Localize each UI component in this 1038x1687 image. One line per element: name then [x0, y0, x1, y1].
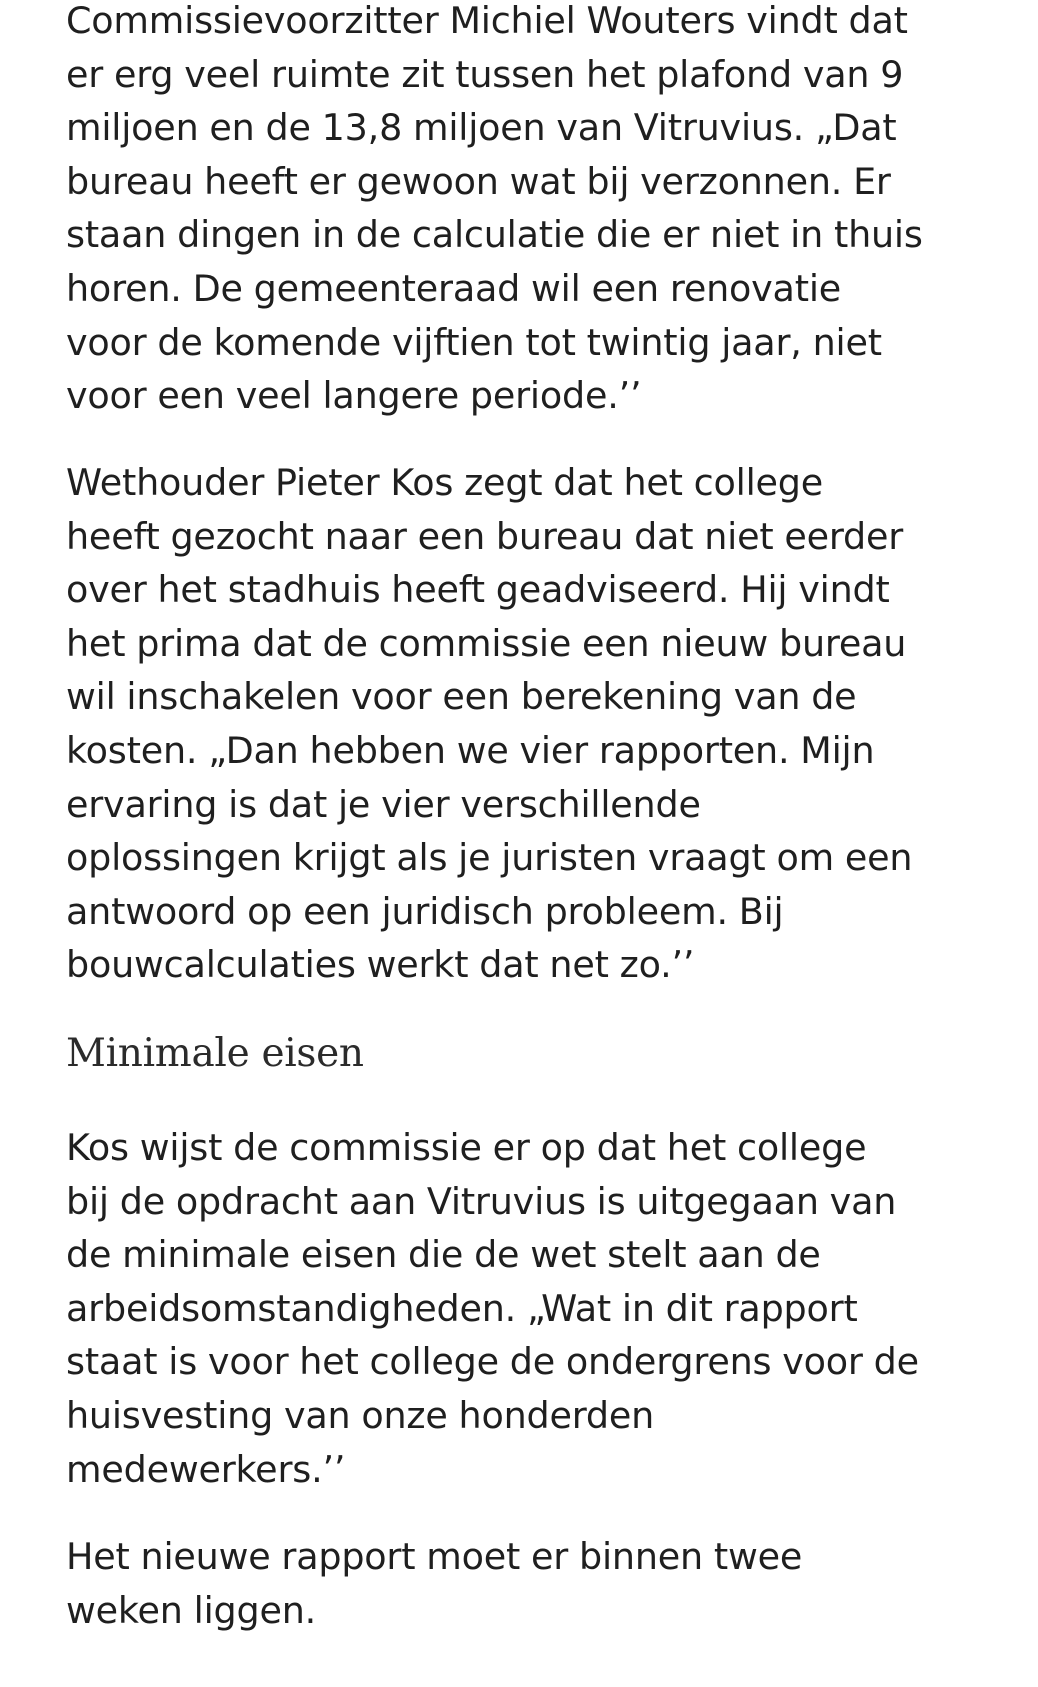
text-line: voor de komende vijftien tot twintig jaar, niet	[66, 320, 882, 364]
text-line: staan dingen in de calculatie die er niet in thuis	[66, 213, 923, 257]
text-line: Commissievoorzitter Michiel Wouters vindt dat	[66, 0, 908, 42]
text-line: de minimale eisen die de wet stelt aan de	[66, 1233, 821, 1277]
text-line: Wethouder Pieter Kos zegt dat het college	[66, 461, 824, 504]
paragraph-wouters-quote	[66, 0, 986, 423]
text-line: wil inschakelen voor een berekening van de	[66, 675, 857, 719]
text-line: antwoord op een juridisch probleem. Bij	[66, 889, 784, 933]
text-line: heeft gezocht naar een bureau dat niet eerder	[66, 514, 904, 558]
text-line: ervaring is dat je vier verschillende	[66, 782, 701, 826]
text-line: kosten. „Dan hebben we vier rapporten. Mijn	[66, 728, 875, 772]
text-line: staat is voor het college de ondergrens voor de	[66, 1340, 919, 1384]
text-line: Het nieuwe rapport moet er binnen twee	[66, 1535, 803, 1578]
section-subheading: Minimale eisen	[66, 1031, 364, 1076]
text-line: er erg veel ruimte zit tussen het plafond van 9	[66, 52, 904, 96]
text-line: arbeidsomstandigheden. „Wat in dit rapport	[66, 1286, 858, 1330]
text-line: huisvesting van onze honderden	[66, 1393, 655, 1437]
text-line: het prima dat de commissie een nieuw bureau	[66, 621, 907, 665]
text-line: bouwcalculaties werkt dat net zo.’’	[66, 943, 695, 987]
paragraph-new-report	[66, 1530, 986, 1637]
text-line: bij de opdracht aan Vitruvius is uitgegaan van	[66, 1179, 897, 1223]
text-line: voor een veel langere periode.’’	[66, 374, 642, 418]
text-line: miljoen en de 13,8 miljoen van Vitruvius. „Dat	[66, 106, 897, 150]
paragraph-minimal-requirements	[66, 1121, 986, 1496]
text-line: horen. De gemeenteraad wil een renovatie	[66, 266, 842, 310]
paragraph-kos-quote	[66, 456, 986, 992]
text-line: Kos wijst de commissie er op dat het college	[66, 1126, 867, 1169]
text-line: bureau heeft er gewoon wat bij verzonnen. Er	[66, 159, 891, 203]
text-line: weken liggen.	[66, 1588, 317, 1632]
text-line: over het stadhuis heeft geadviseerd. Hij vindt	[66, 568, 890, 612]
text-line: oplossingen krijgt als je juristen vraagt om een	[66, 836, 913, 880]
text-line: medewerkers.’’	[66, 1447, 346, 1491]
